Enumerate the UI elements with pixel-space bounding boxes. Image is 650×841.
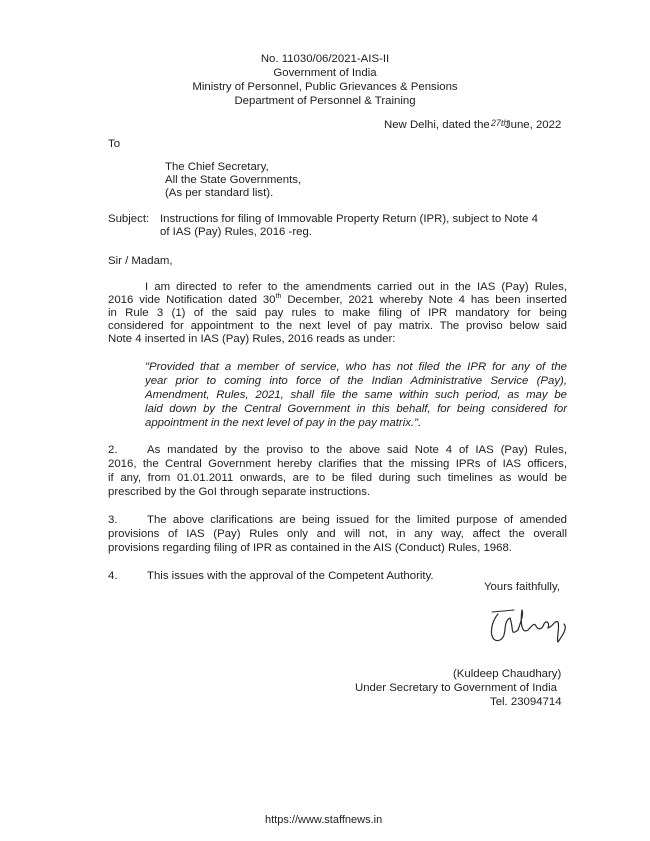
date-rest: June, 2022 — [504, 119, 562, 131]
department-name: Department of Personnel & Training — [234, 95, 416, 107]
signatory-tel: Tel. 23094714 — [490, 696, 562, 708]
addressee-line-3: (As per standard list). — [165, 187, 274, 199]
reference-number: No. 11030/06/2021-AIS-II — [260, 53, 390, 65]
signatory-designation: Under Secretary to Government of India — [355, 682, 557, 694]
government-name: Government of India — [273, 67, 377, 79]
ministry-name: Ministry of Personnel, Public Grievances & Pensions — [192, 81, 458, 93]
para1-line-3: in Rule 3 (1) of the said pay rules to make filing of IPR mandatory for being — [108, 307, 567, 319]
para3-number: 3. — [108, 514, 118, 526]
para1-line-1: I am directed to refer to the amendments carried out in the IAS (Pay) Rules, — [145, 281, 567, 293]
addressee-line-2: All the State Governments, — [165, 174, 302, 186]
date-line — [384, 119, 561, 132]
para2-number: 2. — [108, 444, 118, 456]
addressee-line-1: The Chief Secretary, — [165, 161, 269, 173]
para3-line-1: The above clarifications are being issued for the limited purpose of amended — [147, 514, 567, 526]
quote-line-5: appointment in the next level of pay in the pay matrix.". — [145, 417, 422, 429]
para2-line-2: 2016, the Central Government hereby clarifies that the missing IPRs of IAS officers, — [108, 458, 567, 470]
date-prefix: New Delhi, dated the — [384, 119, 490, 131]
para2-line-3: if any, from 01.01.2011 onwards, are to be filed during such timelines as would be — [108, 472, 567, 484]
para4-text: This issues with the approval of the Competent Authority. — [147, 570, 434, 582]
quote-line-1: "Provided that a member of service, who has not filed the IPR for any of the — [145, 361, 567, 373]
para4-number: 4. — [108, 570, 118, 582]
subject-label: Subject: — [108, 213, 150, 225]
para1-line-2a: 2016 vide Notification dated 30 — [108, 294, 276, 306]
footer-url[interactable]: https://www.staffnews.in — [265, 814, 383, 826]
para2-line-1: As mandated by the proviso to the above said Note 4 of IAS (Pay) Rules, — [147, 444, 567, 456]
signatory-name: (Kuldeep Chaudhary) — [453, 668, 562, 680]
signature-image — [484, 600, 576, 648]
para1-sup: th — [275, 293, 282, 301]
closing: Yours faithfully, — [484, 581, 560, 593]
para3-line-2: provisions of IAS (Pay) Rules only and will not, in any way, affect the overall — [108, 528, 567, 540]
quote-line-3: Amendment, Rules, 2021, shall file the same within such period, as may be — [145, 389, 567, 401]
para1-line-4: considered for appointment to the next level of pay matrix. The proviso below said — [108, 320, 567, 332]
para1-line-2b: December, 2021 whereby Note 4 has been inserted — [281, 294, 567, 306]
para3-line-3: provisions regarding filing of IPR as contained in the AIS (Conduct) Rules, 1968. — [108, 542, 512, 554]
handwritten-day: 27th — [490, 118, 509, 128]
para2-line-4: prescribed by the GoI through separate instructions. — [108, 486, 371, 498]
salutation: Sir / Madam, — [108, 255, 173, 267]
quote-line-2: year prior to coming into force of the Indian Administrative Service (Pay), — [145, 375, 567, 387]
para1-line-5: Note 4 inserted in IAS (Pay) Rules, 2016 reads as under: — [108, 333, 396, 345]
subject-line-1: Instructions for filing of Immovable Property Return (IPR), subject to Note 4 — [160, 213, 538, 225]
quote-line-4: laid down by the Central Government in this behalf, for being considered for — [145, 403, 567, 415]
to-label: To — [108, 138, 121, 150]
para1-line-2 — [108, 294, 567, 307]
subject-line-2: of IAS (Pay) Rules, 2016 -reg. — [160, 226, 312, 238]
